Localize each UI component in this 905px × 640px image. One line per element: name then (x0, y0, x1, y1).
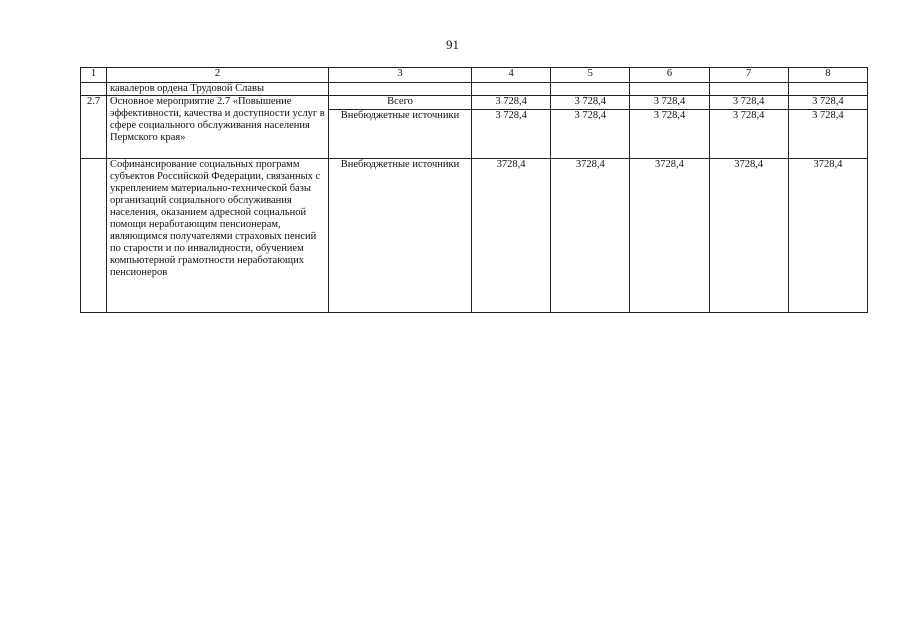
value-cell: 3 728,4 (472, 96, 551, 110)
value-cell (630, 83, 709, 96)
value-cell: 3728,4 (630, 159, 709, 313)
value-cell: 3728,4 (551, 159, 630, 313)
activity-name: кавалеров ордена Трудовой Славы (107, 83, 329, 96)
header-cell-2: 2 (107, 68, 329, 83)
table-row-cofinancing (81, 159, 868, 313)
value-cell (709, 83, 788, 96)
table-row-continued (81, 83, 868, 96)
row-number: 2.7 (81, 96, 107, 159)
funding-source: Внебюджетные источники (329, 110, 472, 159)
value-cell: 3 728,4 (551, 96, 630, 110)
row-number (81, 159, 107, 313)
value-cell (551, 83, 630, 96)
table-row-2-7-total (81, 96, 868, 110)
activity-name: Основное мероприятие 2.7 «Повышение эффективности, качества и доступности услуг в сфере социального обслуживания населения Пермского края» (107, 96, 329, 159)
value-cell (472, 83, 551, 96)
value-cell: 3 728,4 (788, 96, 867, 110)
value-cell: 3 728,4 (630, 110, 709, 159)
value-cell: 3 728,4 (630, 96, 709, 110)
header-cell-6: 6 (630, 68, 709, 83)
row-number (81, 83, 107, 96)
header-cell-8: 8 (788, 68, 867, 83)
funding-source: Внебюджетные источники (329, 159, 472, 313)
header-cell-4: 4 (472, 68, 551, 83)
header-cell-7: 7 (709, 68, 788, 83)
funding-source: Всего (329, 96, 472, 110)
activity-name: Софинансирование социальных программ субъектов Российской Федерации, связанных с укреплением материально-технической базы организаций социального обслуживания населения, оказанием адресной социальной помощи неработающим пенсионерам, являющимся получателями страховых пенсий по старости и по инвалидности, обучением компьютерной грамотности неработающих пенсионеров (107, 159, 329, 313)
value-cell: 3 728,4 (551, 110, 630, 159)
value-cell: 3 728,4 (709, 110, 788, 159)
header-row (81, 68, 868, 83)
value-cell: 3728,4 (709, 159, 788, 313)
value-cell (788, 83, 867, 96)
value-cell: 3 728,4 (709, 96, 788, 110)
funding-source (329, 83, 472, 96)
value-cell: 3728,4 (788, 159, 867, 313)
value-cell: 3 728,4 (472, 110, 551, 159)
budget-table (80, 67, 868, 313)
value-cell: 3728,4 (472, 159, 551, 313)
header-cell-3: 3 (329, 68, 472, 83)
value-cell: 3 728,4 (788, 110, 867, 159)
header-cell-1: 1 (81, 68, 107, 83)
page-number: 91 (446, 37, 459, 52)
header-cell-5: 5 (551, 68, 630, 83)
